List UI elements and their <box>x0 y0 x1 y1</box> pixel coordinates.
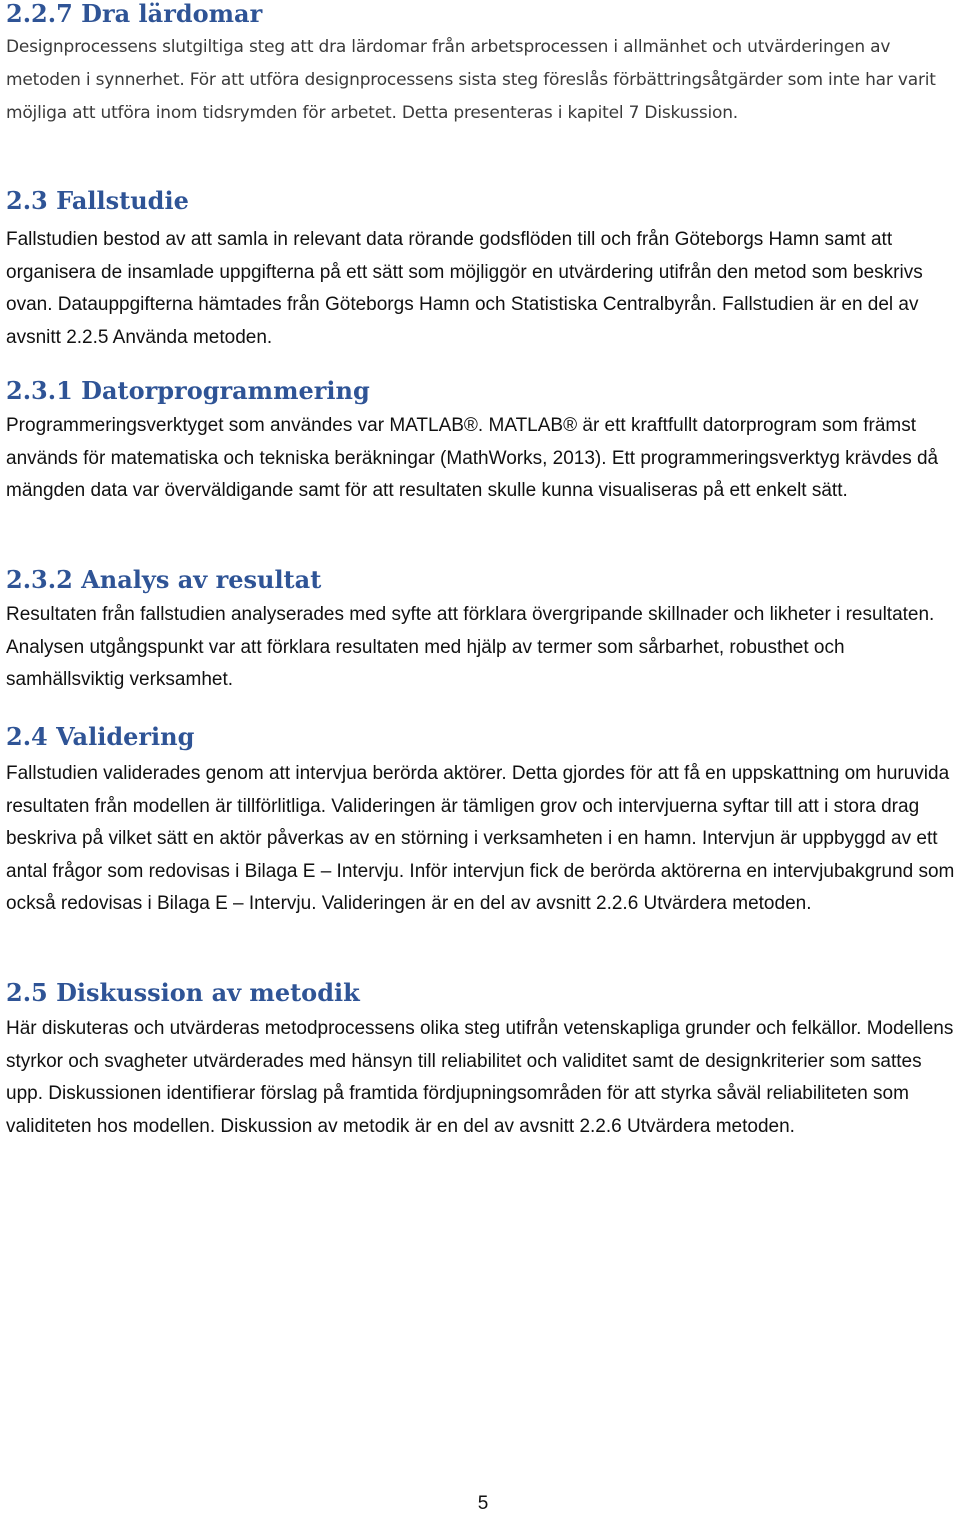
section-body: Resultaten från fallstudien analyserades med syfte att förklara övergripande skillnader och likheter i resultaten. Analysen utgångspunkt var att förklara resultaten med hjälp av termer som sårbarhet, robusthet och samhällsviktig verksamhet. <box>6 604 935 691</box>
section-validering <box>6 722 958 921</box>
section-heading: 2.3.2 Analys av resultat <box>6 565 322 594</box>
section-body: Här diskuteras och utvärderas metodprocessens olika steg utifrån vetenskapliga grunder och felkällor. Modellens styrkor och svagheter utvärderades med hänsyn till reliabilitet och validitet samt de designkriterier som sattes upp. Diskussionen identifierar förslag på framtida fördjupningsområden för att styrka såväl reliabiliteten som validiteten hos modellen. Diskussion av metodik är en del av avsnitt 2.2.6 Utvärdera metoden. <box>6 1018 954 1137</box>
section-body: Designprocessens slutgiltiga steg att dra lärdomar från arbetsprocessen i allmänhet och utvärderingen av metoden i synnerhet. För att utföra designprocessens sista steg föreslås förbättringsåtgärder som inte har varit möjliga att utföra inom tidsrymden för arbetet. Detta presenteras i kapitel 7 Diskussion. <box>6 37 936 123</box>
section-body: Programmeringsverktyget som användes var MATLAB®. MATLAB® är ett kraftfullt datorprogram som främst används för matematiska och tekniska beräkningar (MathWorks, 2013). Ett programmeringsverktyg krävdes då mängden data var överväldigande samt för att resultaten skulle kunna visualiseras på ett enkelt sätt. <box>6 415 939 502</box>
section-dra-lardomar <box>6 0 958 130</box>
section-diskussion-av-metodik <box>6 978 958 1143</box>
section-body: Fallstudien validerades genom att intervjua berörda aktörer. Detta gjordes för att få en uppskattning om huruvida resultaten från modellen är tillförlitliga. Valideringen är tämligen grov och intervjuerna syftar till att i stora drag beskriva på vilket sätt en aktör påverkas av en störning i verksamheten i en hamn. Intervjun är uppbyggd av ett antal frågor som redovisas i Bilaga E – Intervju. Inför intervjun fick de berörda aktörerna en intervjubakgrund som också redovisas i Bilaga E – Intervju. Valideringen är en del av avsnitt 2.2.6 Utvärdera metoden. <box>6 763 955 915</box>
section-heading: 2.2.7 Dra lärdomar <box>6 0 263 28</box>
page-number: 5 <box>477 1493 489 1514</box>
section-fallstudie <box>6 186 958 354</box>
section-datorprogrammering <box>6 376 958 508</box>
section-analys-av-resultat <box>6 565 958 697</box>
section-heading: 2.4 Validering <box>6 722 195 751</box>
section-heading: 2.3.1 Datorprogrammering <box>6 376 370 405</box>
section-body: Fallstudien bestod av att samla in relevant data rörande godsflöden till och från Göteborgs Hamn samt att organisera de insamlade uppgifterna på ett sätt som möjliggör en utvärdering utifrån den metod som beskrivs ovan. Datauppgifterna hämtades från Göteborgs Hamn och Statistiska Centralbyrån. Fallstudien är en del av avsnitt 2.2.5 Använda metoden. <box>6 229 923 348</box>
section-heading: 2.5 Diskussion av metodik <box>6 978 360 1007</box>
section-heading: 2.3 Fallstudie <box>6 186 189 215</box>
